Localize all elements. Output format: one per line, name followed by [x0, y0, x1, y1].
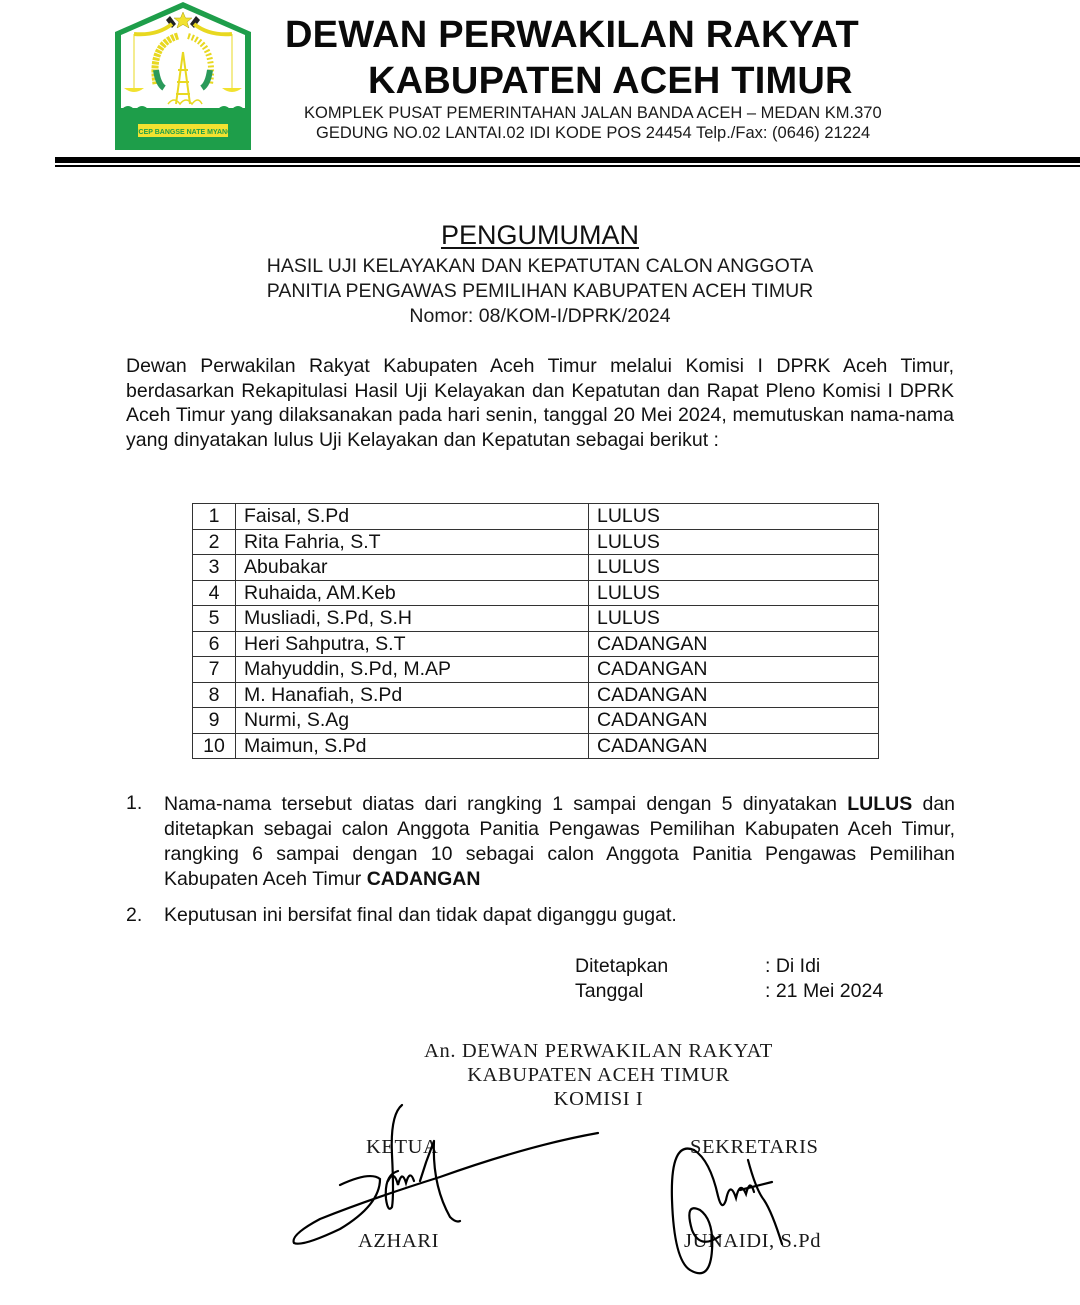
table-row: [193, 708, 879, 734]
name-cell: Abubakar: [236, 555, 589, 581]
rank-cell: 5: [193, 606, 236, 632]
secretary-role: SEKRETARIS: [690, 1136, 819, 1158]
name-cell: Mahyuddin, S.Pd, M.AP: [236, 657, 589, 683]
rank-cell: 4: [193, 580, 236, 606]
status-cell: CADANGAN: [589, 733, 879, 759]
rank-cell: 1: [193, 504, 236, 530]
decision-place-label: Ditetapkan: [575, 955, 669, 977]
point-1-number: 1.: [126, 792, 143, 814]
signature-heading-3: KOMISI I: [553, 1088, 644, 1110]
rank-cell: 9: [193, 708, 236, 734]
table-row: [193, 606, 879, 632]
decision-place-value: : Di Idi: [765, 955, 821, 977]
announcement-subtitle-1: HASIL UJI KELAYAKAN DAN KEPATUTAN CALON ANGGOTA: [266, 255, 814, 277]
point-2-number: 2.: [126, 904, 143, 926]
name-cell: Rita Fahria, S.T: [236, 529, 589, 555]
name-cell: Nurmi, S.Ag: [236, 708, 589, 734]
secretary-name: JUNAIDI, S.Pd: [684, 1230, 822, 1252]
institution-region: KABUPATEN ACEH TIMUR: [368, 60, 853, 102]
decision-date-label: Tanggal: [575, 980, 644, 1002]
announcement-subtitle-2: PANITIA PENGAWAS PEMILIHAN KABUPATEN ACEH TIMUR: [266, 280, 814, 302]
rank-cell: 3: [193, 555, 236, 581]
letterhead-divider-thick: [55, 157, 1080, 163]
status-cell: CADANGAN: [589, 708, 879, 734]
table-row: [193, 529, 879, 555]
decision-date-value: : 21 Mei 2024: [765, 980, 884, 1002]
table-row: [193, 657, 879, 683]
institution-name: DEWAN PERWAKILAN RAKYAT: [285, 14, 859, 56]
chair-role: KETUA: [366, 1136, 439, 1158]
address-line-1: KOMPLEK PUSAT PEMERINTAHAN JALAN BANDA ACEH – MEDAN KM.370: [304, 104, 882, 122]
signature-heading-1: An. DEWAN PERWAKILAN RAKYAT: [424, 1040, 773, 1062]
results-table: [192, 503, 879, 759]
chair-name: AZHARI: [358, 1230, 440, 1252]
rank-cell: 10: [193, 733, 236, 759]
status-cell: CADANGAN: [589, 657, 879, 683]
chair-signature-icon: [280, 1095, 620, 1255]
status-cell: LULUS: [589, 555, 879, 581]
address-line-2: GEDUNG NO.02 LANTAI.02 IDI KODE POS 24454 Telp./Fax: (0646) 21224: [316, 124, 871, 142]
rank-cell: 6: [193, 631, 236, 657]
rank-cell: 2: [193, 529, 236, 555]
announcement-title-wrapper: [0, 220, 1080, 251]
table-row: [193, 555, 879, 581]
name-cell: Faisal, S.Pd: [236, 504, 589, 530]
status-cell: CADANGAN: [589, 631, 879, 657]
table-row: [193, 631, 879, 657]
results-table-body: [193, 504, 879, 759]
status-cell: LULUS: [589, 529, 879, 555]
status-cell: LULUS: [589, 504, 879, 530]
name-cell: M. Hanafiah, S.Pd: [236, 682, 589, 708]
announcement-title: PENGUMUMAN: [440, 220, 639, 250]
secretary-signature-icon: [660, 1120, 810, 1285]
aceh-timur-coat-of-arms-icon: [112, 0, 254, 152]
status-cell: LULUS: [589, 606, 879, 632]
table-row: [193, 504, 879, 530]
announcement-number: Nomor: 08/KOM-I/DPRK/2024: [409, 305, 671, 327]
name-cell: Musliadi, S.Pd, S.H: [236, 606, 589, 632]
rank-cell: 8: [193, 682, 236, 708]
point-1-text-a: Nama-nama tersebut diatas dari rangking 1 sampai dengan 5 dinyatakan: [164, 793, 848, 815]
letterhead-divider-thin: [55, 165, 1080, 167]
logo-motto: UCEP BANGSE NATE MYANG: [133, 129, 233, 136]
table-row: [193, 580, 879, 606]
signature-heading-2: KABUPATEN ACEH TIMUR: [467, 1064, 730, 1086]
status-cell: CADANGAN: [589, 682, 879, 708]
rank-cell: 7: [193, 657, 236, 683]
table-row: [193, 733, 879, 759]
status-cell: LULUS: [589, 580, 879, 606]
point-1-bold-cadangan: CADANGAN: [366, 868, 481, 890]
name-cell: Ruhaida, AM.Keb: [236, 580, 589, 606]
point-1-text: [164, 792, 955, 892]
point-1-bold-lulus: LULUS: [847, 793, 913, 815]
point-1-text-b: dan ditetapkan sebagai calon Anggota Panitia Pengawas Pemilihan Kabupaten Aceh Timur, rangking 6 sampai dengan 10 sebagai calon Anggota Panitia Pengawas Pemilihan Kabupaten Aceh Timur: [164, 793, 956, 890]
intro-paragraph: Dewan Perwakilan Rakyat Kabupaten Aceh Timur melalui Komisi I DPRK Aceh Timur, berdasarkan Rekapitulasi Hasil Uji Kelayakan dan Kepatutan dan Rapat Pleno Komisi I DPRK Aceh Timur yang dilaksanakan pada hari senin, tanggal 20 Mei 2024, memutuskan nama-nama yang dinyatakan lulus Uji Kelayakan dan Kepatutan sebagai berikut :: [126, 355, 954, 451]
table-row: [193, 682, 879, 708]
name-cell: Maimun, S.Pd: [236, 733, 589, 759]
name-cell: Heri Sahputra, S.T: [236, 631, 589, 657]
point-2-text: Keputusan ini bersifat final dan tidak dapat diganggu gugat.: [164, 904, 677, 926]
